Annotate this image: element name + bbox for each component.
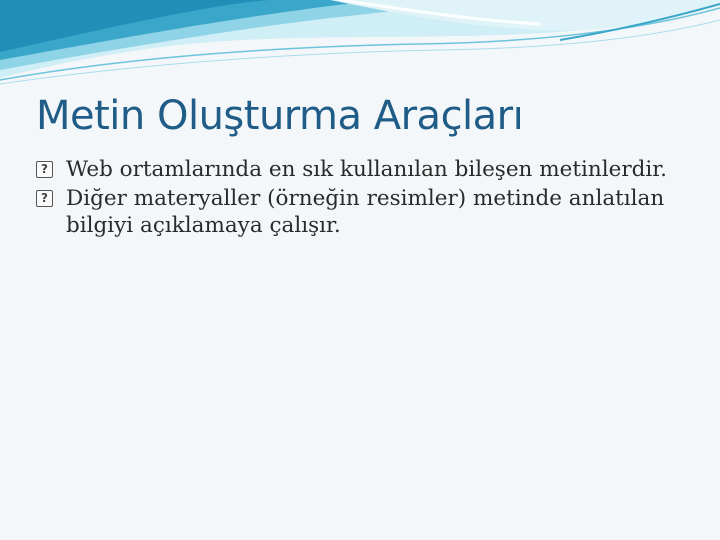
- missing-glyph-icon: [36, 161, 53, 178]
- bullet-item: [36, 185, 676, 239]
- bullet-text: Web ortamlarında en sık kullanılan bileşen metinlerdir.: [66, 157, 667, 182]
- slide-title: Metin Oluşturma Araçları: [36, 93, 524, 139]
- bullet-item: [36, 156, 676, 183]
- missing-glyph-icon: [36, 190, 53, 207]
- header-wave-decoration: [0, 0, 720, 90]
- bullet-list: [36, 156, 676, 241]
- bullet-text: Diğer materyaller (örneğin resimler) metinde anlatılan bilgiyi açıklamaya çalışır.: [66, 186, 665, 238]
